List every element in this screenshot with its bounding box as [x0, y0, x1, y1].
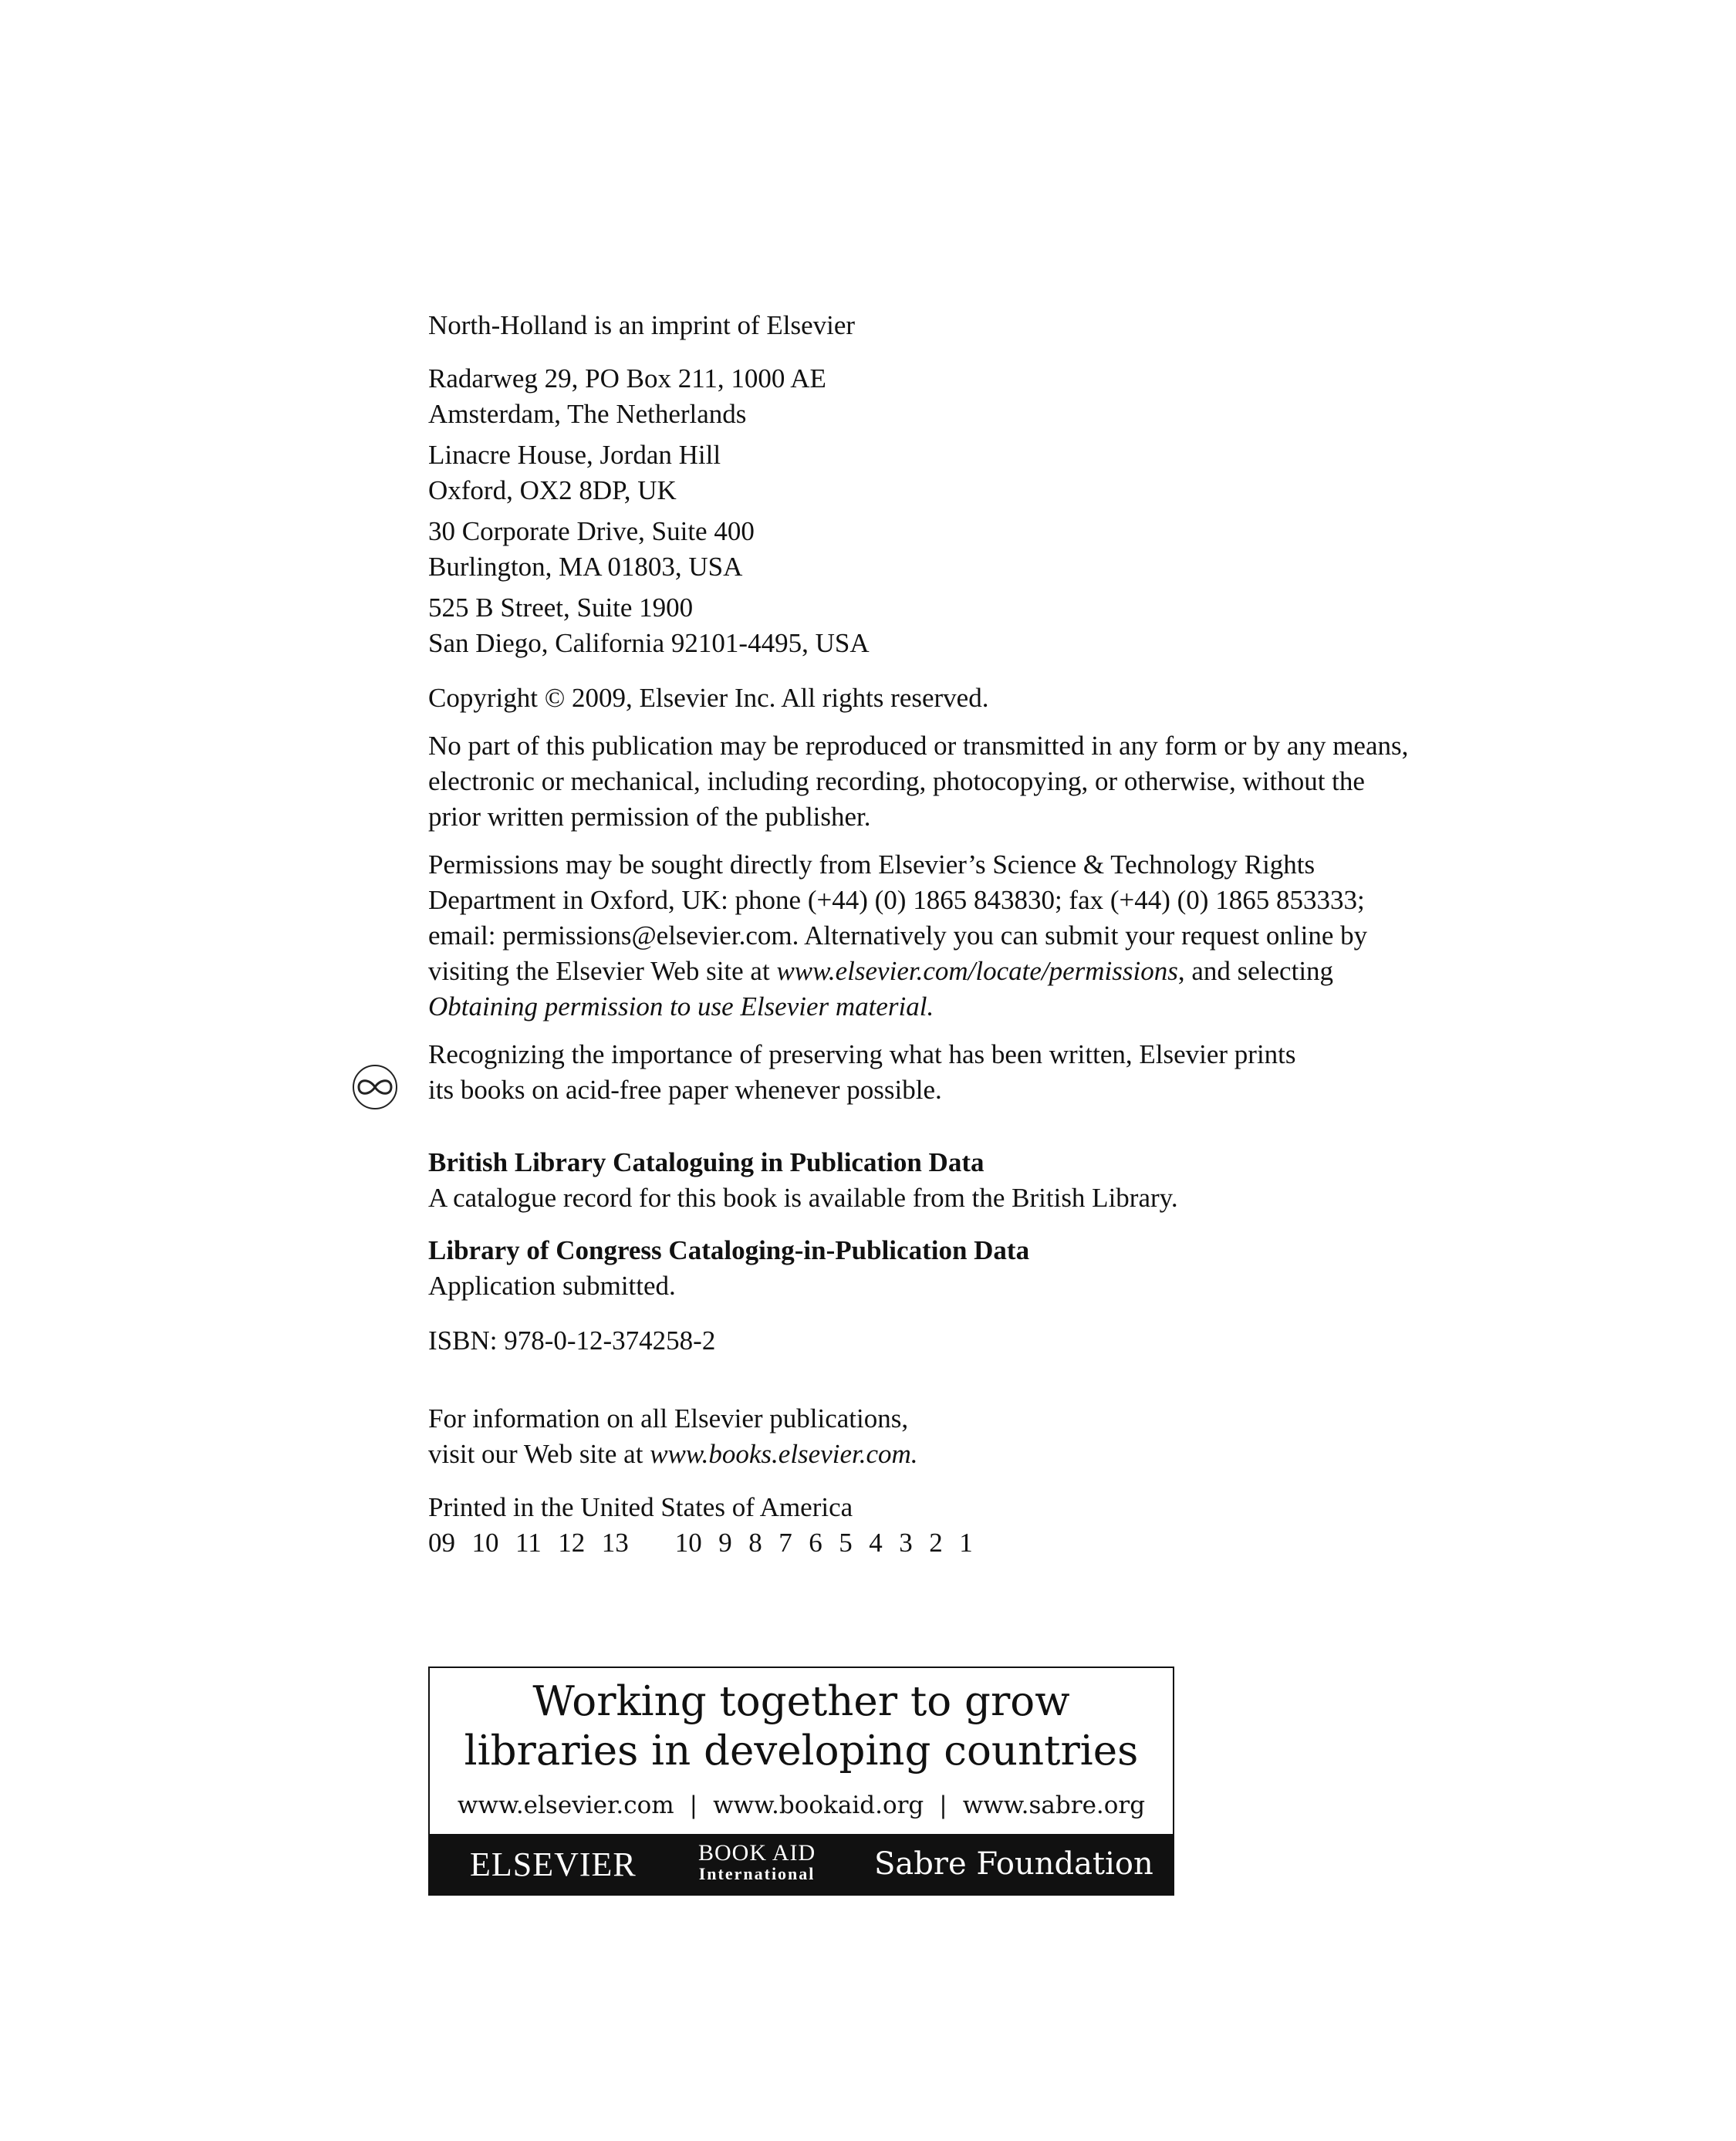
printed-in: Printed in the United States of America	[428, 1492, 853, 1522]
address-burlington-line2: Burlington, MA 01803, USA	[428, 552, 743, 582]
books-url[interactable]: www.books.elsevier.com.	[650, 1439, 918, 1469]
address-amsterdam-line2: Amsterdam, The Netherlands	[428, 399, 747, 429]
reproduction-line-2: electronic or mechanical, including recording, photocopying, or otherwise, without the	[428, 766, 1365, 796]
imprint-line: North-Holland is an imprint of Elsevier	[428, 310, 856, 340]
permissions-url[interactable]: www.elsevier.com/locate/permissions	[776, 956, 1178, 986]
reproduction-line-3: prior written permission of the publisher.	[428, 802, 871, 832]
elsevier-logo: ELSEVIER	[470, 1846, 637, 1883]
banner-headline-2: libraries in developing countries	[464, 1727, 1139, 1775]
address-oxford-line2: Oxford, OX2 8DP, UK	[428, 475, 677, 505]
loc-heading: Library of Congress Cataloging-in-Publication Data	[428, 1235, 1030, 1265]
british-library-heading: British Library Cataloguing in Publication Data	[428, 1147, 985, 1177]
reproduction-line-1: No part of this publication may be reproduced or transmitted in any form or by any means,	[428, 731, 1409, 761]
address-burlington-line1: 30 Corporate Drive, Suite 400	[428, 516, 755, 546]
url-separator: |	[689, 1791, 698, 1819]
permissions-line-1: Permissions may be sought directly from Elsevier’s Science & Technology Rights	[428, 849, 1316, 880]
permissions-line-5: Obtaining permission to use Elsevier material.	[428, 991, 934, 1022]
elsevier-url[interactable]: www.elsevier.com	[457, 1791, 674, 1819]
permissions-line-4-pre: visiting the Elsevier Web site at	[428, 956, 777, 986]
acid-free-paper-icon	[351, 1063, 399, 1111]
info-line-2	[428, 1437, 918, 1472]
permissions-line-3: email: permissions@elsevier.com. Alternatively you can submit your request online by	[428, 920, 1368, 951]
sabre-url[interactable]: www.sabre.org	[962, 1791, 1146, 1819]
address-oxford-line1: Linacre House, Jordan Hill	[428, 440, 721, 470]
address-sandiego-line2: San Diego, California 92101-4495, USA	[428, 628, 870, 658]
info-line-1: For information on all Elsevier publications,	[428, 1403, 909, 1434]
banner-urls	[430, 1790, 1173, 1821]
print-years: 09 10 11 12 13	[428, 1528, 629, 1558]
bookaid-url[interactable]: www.bookaid.org	[713, 1791, 924, 1819]
acid-free-line-2: its books on acid-free paper whenever possible.	[428, 1075, 942, 1105]
info-line-2-pre: visit our Web site at	[428, 1439, 650, 1469]
address-sandiego-line1: 525 B Street, Suite 1900	[428, 593, 694, 623]
banner-headline-1: Working together to grow	[532, 1678, 1070, 1725]
copyright-notice: Copyright © 2009, Elsevier Inc. All rights reserved.	[428, 683, 989, 713]
url-separator: |	[939, 1791, 947, 1819]
address-amsterdam-line1: Radarweg 29, PO Box 211, 1000 AE	[428, 363, 826, 393]
logo-strip	[430, 1834, 1173, 1894]
book-aid-banner	[428, 1667, 1174, 1896]
loc-text: Application submitted.	[428, 1271, 676, 1301]
british-library-text: A catalogue record for this book is available from the British Library.	[428, 1183, 1178, 1213]
isbn: ISBN: 978-0-12-374258-2	[428, 1325, 716, 1356]
book-aid-logo-line2: International	[698, 1864, 816, 1883]
permissions-line-2: Department in Oxford, UK: phone (+44) (0) 1865 843830; fax (+44) (0) 1865 853333;	[428, 885, 1365, 915]
permissions-line-4-post: , and selecting	[1177, 956, 1334, 986]
acid-free-line-1: Recognizing the importance of preserving what has been written, Elsevier prints	[428, 1039, 1296, 1069]
sabre-foundation-logo: Sabre Foundation	[874, 1846, 1153, 1882]
print-numbers: 10 9 8 7 6 5 4 3 2 1	[674, 1528, 973, 1558]
permissions-line-4	[428, 954, 1333, 989]
print-line	[428, 1525, 973, 1561]
book-aid-logo	[698, 1842, 816, 1883]
book-aid-logo-line1: BOOK AID	[698, 1840, 816, 1866]
